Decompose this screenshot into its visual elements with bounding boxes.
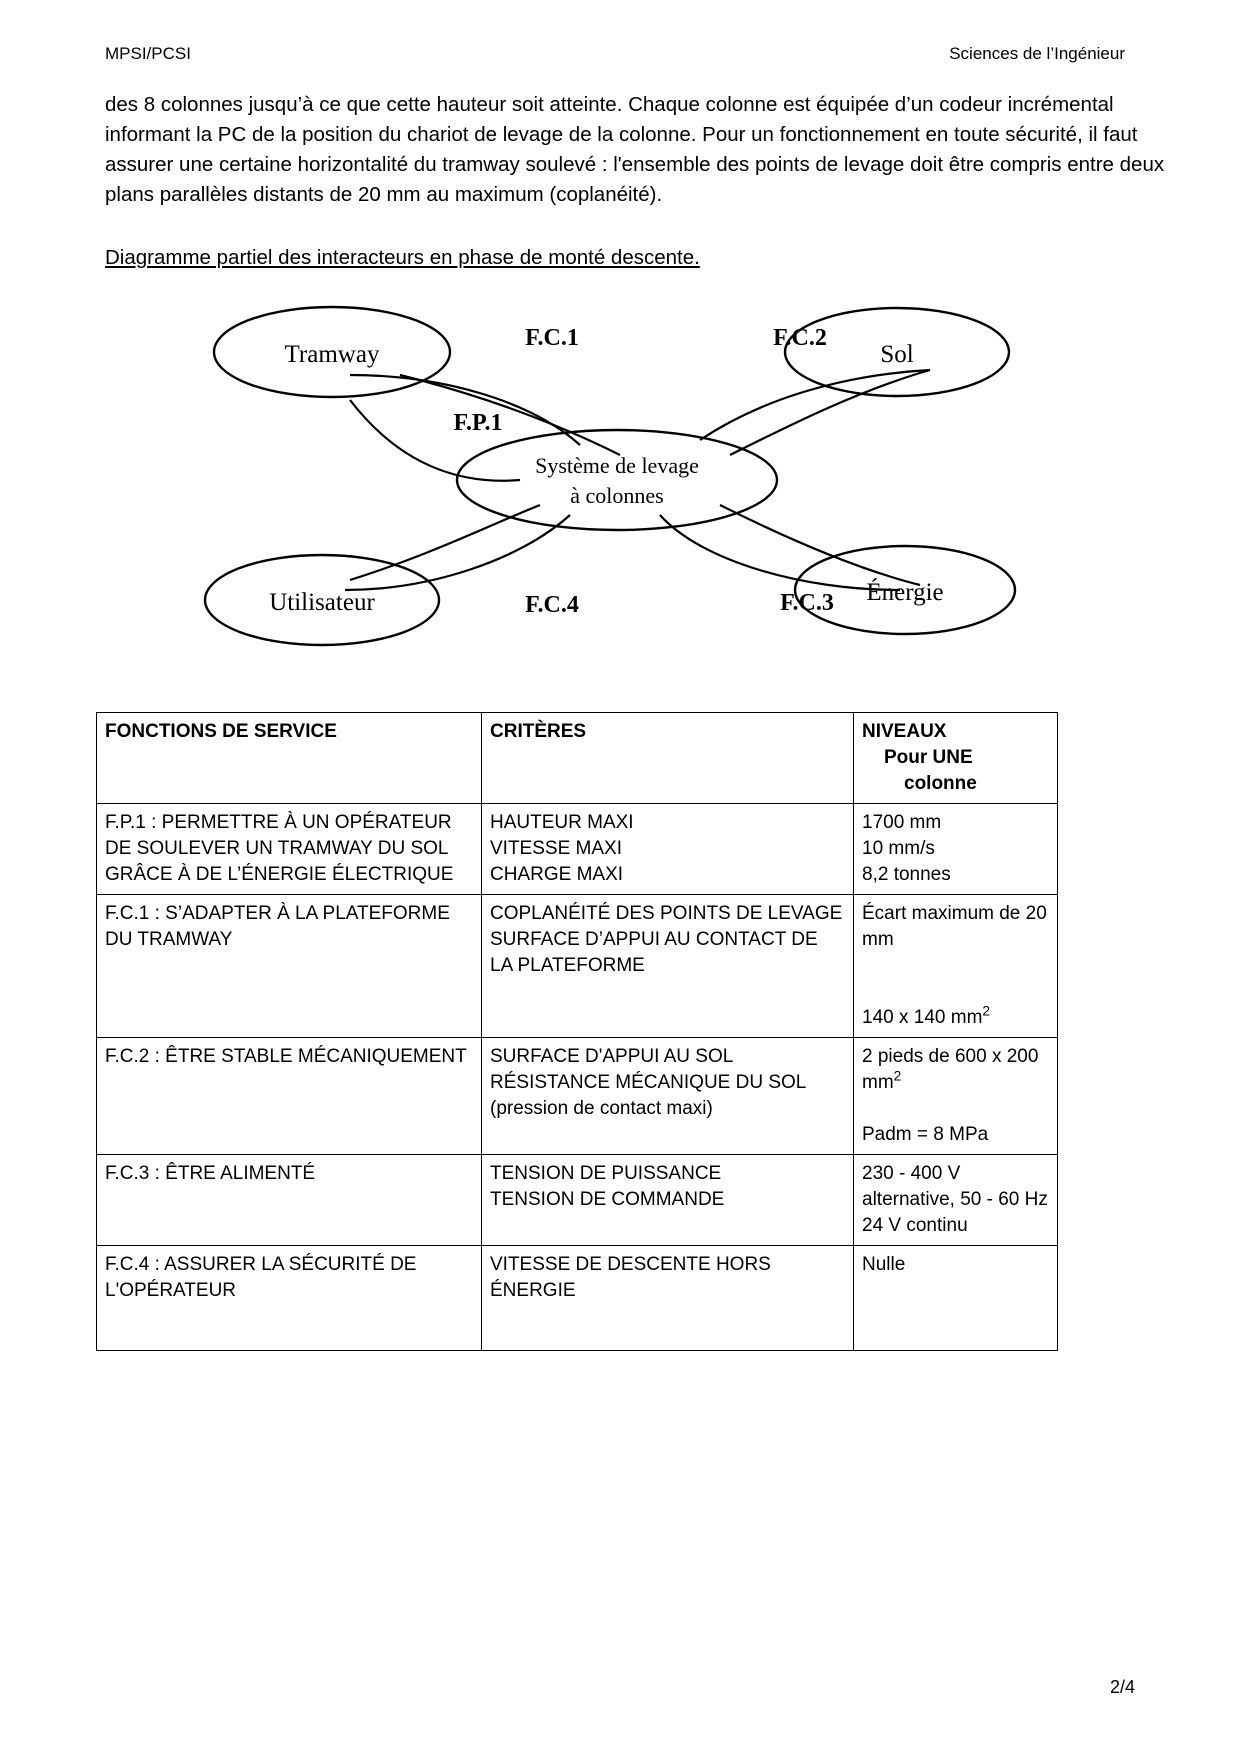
row-niveaux [854, 1155, 1058, 1246]
level-spacer [862, 953, 1049, 979]
table-header-criteres: CRITÈRES [482, 713, 854, 804]
table-header-fonctions: FONCTIONS DE SERVICE [97, 713, 482, 804]
table-header-row [97, 713, 1058, 804]
level-line: 8,2 tonnes [862, 864, 951, 885]
row-niveaux [854, 804, 1058, 895]
criteria-line: TENSION DE PUISSANCE [490, 1163, 722, 1184]
node-label-systeme-line1: Système de levage [535, 453, 699, 478]
link-label-fc1: F.C.1 [525, 325, 579, 351]
criteria-line: SURFACE D'APPUI AU SOL [490, 1046, 734, 1067]
level-line: Nulle [862, 1254, 906, 1275]
level-line: 10 mm/s [862, 838, 935, 859]
table-row [97, 1155, 1058, 1246]
criteria-line: RÉSISTANCE MÉCANIQUE DU SOL (pression de contact maxi) [490, 1072, 806, 1119]
criteria-line: TENSION DE COMMANDE [490, 1189, 725, 1210]
table-header-niveaux-line2: Pour UNE [884, 747, 973, 768]
link-curve-fc3 [720, 505, 920, 585]
node-label-utilisateur: Utilisateur [269, 589, 375, 616]
header-right-text: Sciences de l’Ingénieur [949, 44, 1125, 63]
criteria-line: SURFACE D’APPUI AU CONTACT DE LA PLATEFORME [490, 929, 818, 976]
table-header-niveaux [854, 713, 1058, 804]
intro-paragraph: des 8 colonnes jusqu’à ce que cette hauteur soit atteinte. Chaque colonne est équipée d’un codeur incrémental informant la PC de la position du chariot de levage de la colonne. Pour un fonctionnement en toute sécurité, il faut assurer une certaine horizontalité du tramway soulevé : l'ensemble des points de levage doit être compris entre deux plans parallèles distants de 20 mm au maximum (coplanéité). [105, 93, 1165, 206]
criteria-line: VITESSE DE DESCENTE HORS ÉNERGIE [490, 1254, 771, 1301]
link-label-fp1: F.P.1 [453, 410, 503, 436]
table-row [97, 1246, 1058, 1351]
table-header-niveaux-line1: NIVEAUX [862, 721, 947, 742]
row-criteres [482, 804, 854, 895]
row-fonction: F.C.3 : ÊTRE ALIMENTÉ [97, 1155, 482, 1246]
row-niveaux [854, 1246, 1058, 1351]
link-label-fc2: F.C.2 [773, 325, 827, 351]
page-header [105, 44, 1135, 64]
header-left-text: MPSI/PCSI [105, 44, 191, 63]
link-curve-fc2 [730, 370, 930, 455]
row-niveaux [854, 895, 1058, 1038]
node-label-energie: Énergie [866, 579, 944, 606]
row-criteres [482, 1038, 854, 1155]
link-curve-energie2 [660, 515, 900, 590]
criteria-line: HAUTEUR MAXI [490, 812, 634, 833]
functions-table [96, 712, 1058, 1351]
link-label-fc3: F.C.3 [780, 590, 834, 616]
row-fonction: F.C.4 : ASSURER LA SÉCURITÉ DE L'OPÉRATEUR [97, 1246, 482, 1351]
link-curve-fc4 [350, 505, 540, 580]
level-line: 1700 mm [862, 812, 942, 833]
table-row [97, 895, 1058, 1038]
table-row [97, 1038, 1058, 1155]
table-row [97, 804, 1058, 895]
criteria-line: COPLANÉITÉ DES POINTS DE LEVAGE [490, 903, 843, 924]
node-label-tramway: Tramway [284, 341, 380, 368]
level-line: 2 pieds de 600 x 200 $mm^2$ [862, 1046, 1039, 1093]
level-spacer [862, 1096, 1049, 1122]
link-label-fc4: F.C.4 [525, 592, 579, 618]
level-line: Padm = 8 MPa [862, 1124, 989, 1145]
table-header-niveaux-line3: colonne [904, 773, 977, 794]
level-spacer [862, 979, 1049, 1005]
row-fonction: F.C.2 : ÊTRE STABLE MÉCANIQUEMENT [97, 1038, 482, 1155]
link-curve-utilisateur2 [345, 515, 570, 590]
criteria-line: VITESSE MAXI [490, 838, 622, 859]
row-criteres [482, 895, 854, 1038]
row-fonction: F.P.1 : PERMETTRE À UN OPÉRATEUR DE SOULEVER UN TRAMWAY DU SOL GRÂCE À DE L’ÉNERGIE ÉLECTRIQUE [97, 804, 482, 895]
level-line: 140 x 140 $mm^2$ [862, 1003, 991, 1028]
interactor-diagram [100, 290, 1060, 650]
row-niveaux [854, 1038, 1058, 1155]
level-line: 230 - 400 V alternative, 50 - 60 Hz 24 V continu [862, 1163, 1048, 1236]
page-number: 2/4 [1109, 1677, 1135, 1697]
section-subtitle: Diagramme partiel des interacteurs en phase de monté descente. [105, 246, 700, 269]
node-label-systeme-line2: à colonnes [570, 483, 664, 508]
row-fonction: F.C.1 : S’ADAPTER À LA PLATEFORME DU TRAMWAY [97, 895, 482, 1038]
row-criteres [482, 1246, 854, 1351]
level-line: Écart maximum de 20 mm [862, 903, 1047, 950]
row-criteres [482, 1155, 854, 1246]
criteria-line: CHARGE MAXI [490, 864, 624, 885]
node-label-sol: Sol [880, 341, 914, 368]
